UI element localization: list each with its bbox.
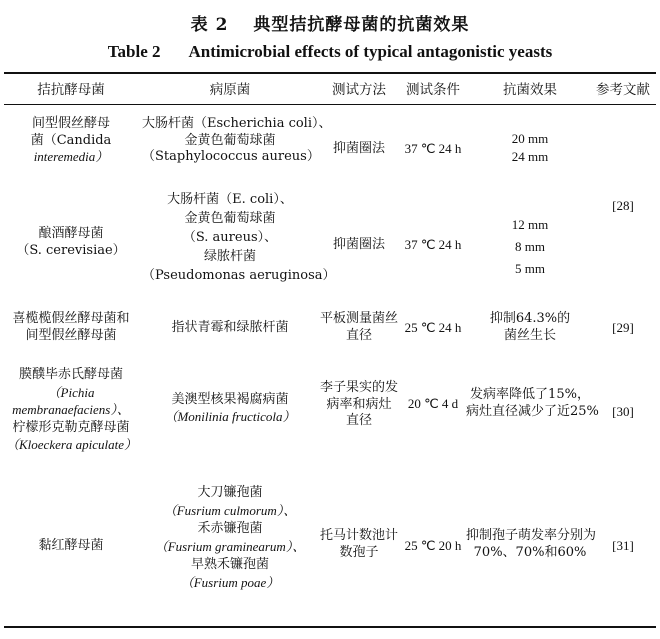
row1-yeast: 间型假丝酵母 菌（Candida interemedia）: [30, 116, 112, 164]
table-title-english-text: Antimicrobial effects of typical antagonistic yeasts: [188, 42, 553, 61]
header-rule: [4, 104, 656, 105]
row4-yeast: 膜醭毕赤氏酵母菌 （Pichia membranaefaciens）、 柠檬形克勒克酵母菌 （Kloeckera apiculate）: [6, 367, 138, 452]
row3-condition: 25 ℃ 24 h: [404, 320, 462, 335]
row2-reference: [28]: [612, 198, 634, 213]
row3-reference: [29]: [612, 320, 634, 335]
row5-pathogen: 大刀镰孢菌 （Fusrium culmorum）、 禾赤镰孢菌 （Fusrium graminearum）、 早熟禾镰孢菌 （Fusrium poae）: [154, 485, 306, 590]
table-title-english: [0, 42, 660, 62]
row2-condition: 37 ℃ 24 h: [404, 237, 462, 252]
row5-yeast: 黏红酵母菌: [38, 538, 104, 553]
row2-method: 抑菌圈法: [332, 237, 385, 252]
row4-condition: 20 ℃ 4 d: [407, 396, 459, 411]
row3-method: 平板测量菌丝 直径: [319, 311, 398, 343]
table-title-chinese: 表 2 典型拮抗酵母菌的抗菌效果: [190, 15, 470, 35]
row4-reference: [30]: [612, 404, 634, 419]
header-effect: 抗菌效果: [503, 82, 557, 98]
row4-pathogen: 美澳型核果褐腐病菌 （Monilinia fructicola）: [164, 392, 296, 424]
row2-effect: 12 mm 8 mm 5 mm: [511, 217, 549, 276]
table-top-rule: [4, 72, 656, 74]
header-condition: 测试条件: [406, 82, 460, 98]
row1-method: 抑菌圈法: [332, 141, 385, 156]
row5-effect: 抑制孢子萌发率分别为 70%、70%和60%: [466, 528, 597, 560]
row4-method: 李子果实的发 病率和病灶 直径: [319, 380, 398, 428]
row1-condition: 37 ℃ 24 h: [404, 141, 462, 156]
row3-yeast: 喜榄榄假丝酵母菌和 间型假丝酵母菌: [12, 311, 130, 343]
row2-yeast: 酿酒酵母菌 （S. cerevisiae）: [16, 226, 126, 258]
row4-effect: 发病率降低了15%， 病灶直径减少了近25%: [466, 387, 599, 419]
header-yeast: 拮抗酵母菌: [37, 82, 105, 98]
row3-effect: 抑制64.3%的 菌丝生长: [489, 311, 571, 343]
row1-effect: 20 mm 24 mm: [511, 131, 549, 164]
table-number: Table 2: [107, 42, 161, 61]
row5-condition: 25 ℃ 20 h: [404, 538, 462, 553]
row1-pathogen: 大肠杆菌（Escherichia coli）、 金黄色葡萄球菌 （Staphylococcus aureus）: [142, 116, 332, 164]
row5-reference: [31]: [612, 538, 634, 553]
header-pathogen: 病原菌: [209, 82, 251, 98]
header-method: 测试方法: [332, 82, 386, 98]
row3-pathogen: 指状青霉和绿脓杆菌: [171, 320, 289, 335]
row2-pathogen: 大肠杆菌（E. coli）、 金黄色葡萄球菌 （S. aureus）、 绿脓杆菌 （Pseudomonas aeruginosa）: [142, 192, 336, 283]
table-bottom-rule: [4, 626, 656, 628]
header-reference: 参考文献: [596, 82, 650, 98]
row5-method: 托马计数池计 数孢子: [319, 528, 398, 560]
